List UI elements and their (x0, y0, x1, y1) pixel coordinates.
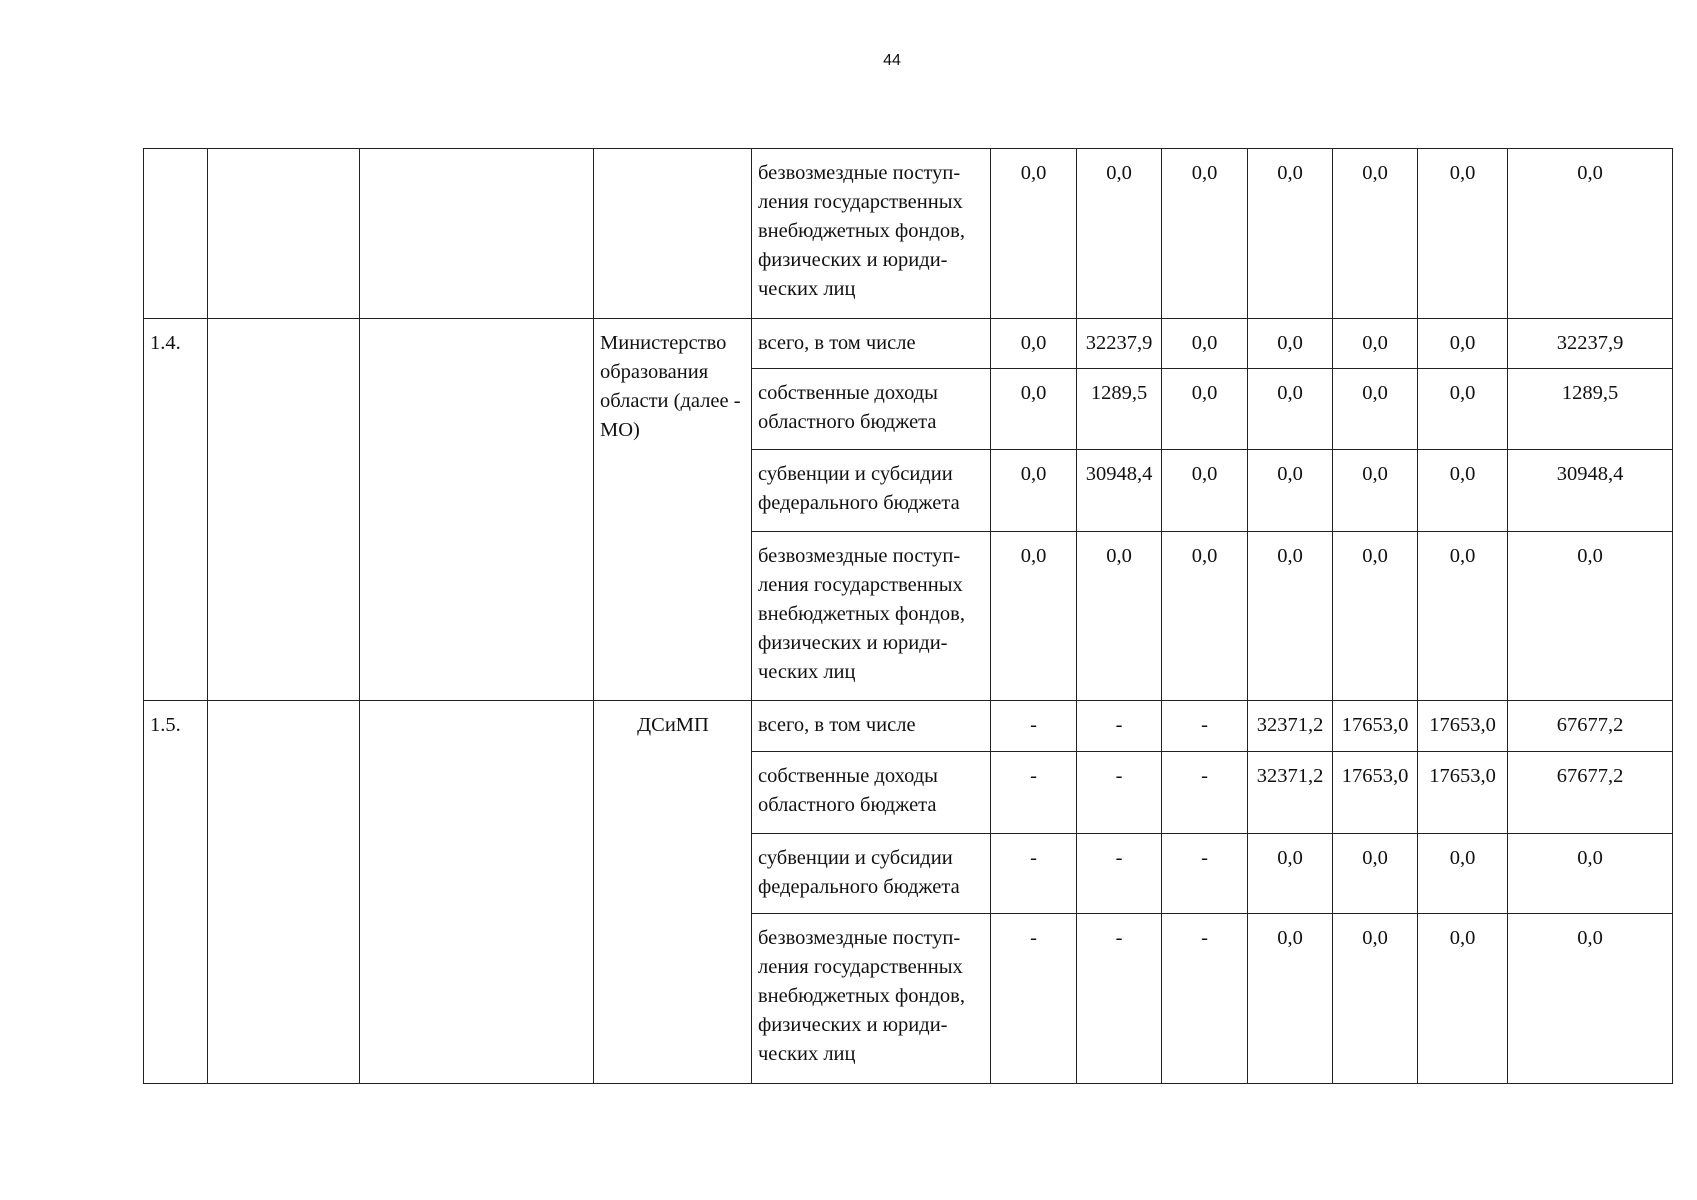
year-value: 0,0 (1333, 319, 1418, 369)
year-value: - (991, 701, 1077, 752)
total-value: 32237,9 (1508, 319, 1673, 369)
year-value: 0,0 (1248, 369, 1333, 450)
funding-source: всего, в том числе (752, 319, 991, 369)
item-description (360, 149, 594, 319)
year-value: 17653,0 (1333, 752, 1418, 834)
year-value: - (1077, 834, 1162, 914)
year-value: 0,0 (1333, 450, 1418, 532)
table-row (144, 149, 1673, 319)
item-description (360, 701, 594, 1084)
year-value: - (1162, 914, 1248, 1084)
total-value: 0,0 (1508, 834, 1673, 914)
year-value: 0,0 (1248, 914, 1333, 1084)
year-value: 0,0 (1418, 319, 1508, 369)
year-value: - (991, 914, 1077, 1084)
year-value: - (1077, 701, 1162, 752)
year-value: - (1162, 701, 1248, 752)
funding-source: собственные доходы областного бюджета (752, 752, 991, 834)
total-value: 0,0 (1508, 532, 1673, 701)
year-value: 0,0 (1333, 914, 1418, 1084)
page-number: 44 (883, 52, 901, 69)
total-value: 0,0 (1508, 149, 1673, 319)
year-value: 0,0 (1418, 532, 1508, 701)
year-value: - (1077, 752, 1162, 834)
item-name (208, 701, 360, 1084)
year-value: 0,0 (991, 532, 1077, 701)
executor (594, 149, 752, 319)
year-value: - (1077, 914, 1162, 1084)
funding-source: субвенции и субсидии федерального бюджета (752, 450, 991, 532)
year-value: 30948,4 (1077, 450, 1162, 532)
item-number: 1.4. (144, 319, 208, 701)
funding-source: безвозмездные поступ-ления государственных внебюджетных фондов, физических и юриди-ческих лиц (752, 532, 991, 701)
executor: Министерство образования области (далее - МО) (594, 319, 752, 701)
year-value: - (991, 834, 1077, 914)
year-value: 0,0 (1248, 532, 1333, 701)
item-name (208, 319, 360, 701)
funding-source: безвозмездные поступ-ления государственных внебюджетных фондов, физических и юриди-ческих лиц (752, 914, 991, 1084)
item-number: 1.5. (144, 701, 208, 1084)
year-value: 0,0 (991, 149, 1077, 319)
funding-table (143, 148, 1673, 1084)
year-value: 0,0 (1162, 532, 1248, 701)
table-row (144, 701, 1673, 752)
year-value: 0,0 (1162, 369, 1248, 450)
year-value: 0,0 (1077, 532, 1162, 701)
year-value: 1289,5 (1077, 369, 1162, 450)
year-value: 0,0 (1248, 319, 1333, 369)
year-value: 32371,2 (1248, 701, 1333, 752)
total-value: 1289,5 (1508, 369, 1673, 450)
year-value: 0,0 (1333, 149, 1418, 319)
year-value: 0,0 (1248, 834, 1333, 914)
year-value: 0,0 (1418, 914, 1508, 1084)
funding-source: всего, в том числе (752, 701, 991, 752)
item-name (208, 149, 360, 319)
year-value: 17653,0 (1333, 701, 1418, 752)
year-value: 0,0 (1418, 369, 1508, 450)
table-row (144, 319, 1673, 369)
funding-source: субвенции и субсидии федерального бюджета (752, 834, 991, 914)
year-value: 0,0 (991, 369, 1077, 450)
year-value: 0,0 (1248, 149, 1333, 319)
year-value: 0,0 (1333, 532, 1418, 701)
year-value: 0,0 (1077, 149, 1162, 319)
item-description (360, 319, 594, 701)
funding-source: безвозмездные поступ-ления государственных внебюджетных фондов, физических и юриди-ческих лиц (752, 149, 991, 319)
year-value: 0,0 (991, 319, 1077, 369)
year-value: 17653,0 (1418, 752, 1508, 834)
item-number (144, 149, 208, 319)
year-value: 0,0 (1418, 450, 1508, 532)
year-value: - (991, 752, 1077, 834)
year-value: 0,0 (1418, 149, 1508, 319)
year-value: 32237,9 (1077, 319, 1162, 369)
total-value: 0,0 (1508, 914, 1673, 1084)
year-value: 17653,0 (1418, 701, 1508, 752)
year-value: 0,0 (1333, 369, 1418, 450)
year-value: 32371,2 (1248, 752, 1333, 834)
executor: ДСиМП (594, 701, 752, 1084)
year-value: 0,0 (1248, 450, 1333, 532)
total-value: 30948,4 (1508, 450, 1673, 532)
year-value: 0,0 (1333, 834, 1418, 914)
funding-source: собственные доходы областного бюджета (752, 369, 991, 450)
year-value: 0,0 (1418, 834, 1508, 914)
year-value: 0,0 (1162, 319, 1248, 369)
year-value: - (1162, 752, 1248, 834)
year-value: 0,0 (1162, 149, 1248, 319)
total-value: 67677,2 (1508, 701, 1673, 752)
year-value: - (1162, 834, 1248, 914)
year-value: 0,0 (991, 450, 1077, 532)
total-value: 67677,2 (1508, 752, 1673, 834)
year-value: 0,0 (1162, 450, 1248, 532)
